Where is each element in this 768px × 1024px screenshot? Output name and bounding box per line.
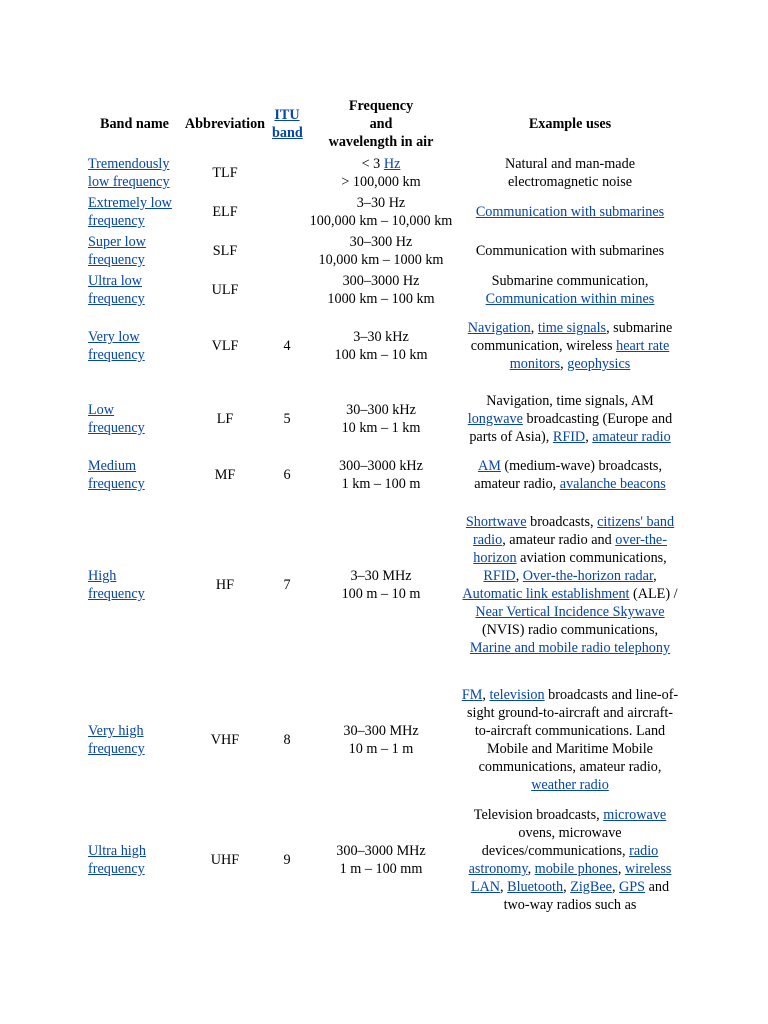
inline-text: Navigation, time signals, AM <box>486 393 654 409</box>
inline-text: Television broadcasts, <box>473 807 604 823</box>
frequency-line <box>308 567 454 585</box>
example-uses-cell <box>458 383 682 455</box>
itu-band-cell <box>270 193 304 231</box>
itu-band-cell: 6 <box>283 467 291 483</box>
frequency-line <box>308 457 454 475</box>
inline-link[interactable]: radio astronomy <box>468 843 659 877</box>
inline-text: broadcasts and line-of-sight ground-to-aircraft and aircraft-to-aircraft communications. Land Mobile and Maritime Mobile communications, amateur radio, <box>466 687 679 775</box>
abbreviation-cell: ULF <box>211 282 239 298</box>
inline-link[interactable]: Marine and mobile radio telephony <box>469 640 671 656</box>
itu-band-cell: 4 <box>283 338 291 354</box>
band-name-cell[interactable] <box>86 232 180 270</box>
frequency-line <box>308 740 454 758</box>
band-name-link[interactable]: frequency <box>88 420 145 436</box>
inline-text: 10 km – 1 km <box>341 420 421 436</box>
frequency-cell <box>306 495 456 675</box>
band-name-link[interactable]: frequency <box>88 252 145 268</box>
table-row <box>86 805 682 915</box>
header-frequency <box>306 95 456 153</box>
table-row <box>86 676 682 804</box>
inline-text: (ALE) / <box>629 586 678 602</box>
inline-text: , <box>530 320 538 336</box>
frequency-line <box>308 173 454 191</box>
table-row <box>86 193 682 231</box>
frequency-cell <box>306 456 456 494</box>
itu-band-cell: 5 <box>283 411 291 427</box>
inline-text: 300–3000 Hz <box>342 273 420 289</box>
inline-text: 300–3000 MHz <box>336 843 426 859</box>
example-uses-cell <box>458 310 682 382</box>
frequency-cell <box>306 232 456 270</box>
inline-text: broadcasts, <box>526 514 598 530</box>
inline-text: , <box>653 568 657 584</box>
inline-link[interactable]: mobile phones <box>534 861 618 877</box>
itu-band-link-line[interactable]: band <box>272 125 303 141</box>
inline-link[interactable]: FM <box>461 687 483 703</box>
inline-text: broadcasting (Europe and parts of Asia), <box>469 411 673 445</box>
inline-text: ovens, microwave devices/communications, <box>481 825 630 859</box>
frequency-line <box>308 842 454 860</box>
abbreviation-cell: SLF <box>212 243 238 259</box>
band-name-link[interactable]: Ultra high <box>88 843 146 859</box>
inline-text: , <box>515 568 523 584</box>
inline-text: aviation communications, <box>516 550 667 566</box>
abbreviation-cell: MF <box>214 467 236 483</box>
frequency-cell <box>306 805 456 915</box>
frequency-line <box>308 419 454 437</box>
frequency-cell <box>306 383 456 455</box>
band-name-cell[interactable] <box>86 495 180 675</box>
inline-text: 1 m – 100 mm <box>339 861 423 877</box>
inline-link[interactable]: amateur radio <box>592 429 671 445</box>
inline-link[interactable]: Automatic link establishment <box>462 586 630 602</box>
example-uses-cell <box>458 495 682 675</box>
inline-link[interactable]: Communication with submarines <box>475 204 665 220</box>
inline-text: 300–3000 kHz <box>339 458 423 474</box>
frequency-cell <box>306 271 456 309</box>
itu-band-cell <box>270 271 304 309</box>
inline-text: , <box>527 861 535 877</box>
band-name-link[interactable]: frequency <box>88 347 145 363</box>
itu-band-cell: 8 <box>283 732 291 748</box>
table-row <box>86 310 682 382</box>
inline-text: Submarine communication, <box>491 273 649 289</box>
frequency-line <box>308 251 454 269</box>
band-name-cell[interactable] <box>86 310 180 382</box>
inline-link[interactable]: microwave <box>603 807 667 823</box>
inline-text: , <box>560 356 568 372</box>
inline-text: , <box>617 861 625 877</box>
inline-link[interactable]: AM <box>477 458 501 474</box>
example-uses-cell <box>458 232 682 270</box>
inline-text: , <box>585 429 593 445</box>
band-name-link[interactable]: frequency <box>88 476 145 492</box>
header-example-uses: Example uses <box>528 116 612 132</box>
inline-link[interactable]: weather radio <box>531 777 609 793</box>
example-uses-cell <box>458 154 682 192</box>
band-name-cell[interactable] <box>86 154 180 192</box>
header-band-name: Band name <box>100 116 169 132</box>
inline-link[interactable]: Communication within mines <box>485 291 655 307</box>
band-name-link[interactable]: Ultra low <box>88 273 142 289</box>
band-name-cell[interactable] <box>86 383 180 455</box>
abbreviation-cell: HF <box>215 577 235 593</box>
inline-link[interactable]: geophysics <box>567 356 631 372</box>
inline-link[interactable]: Shortwave <box>465 514 527 530</box>
band-name-link[interactable]: Medium <box>88 458 137 474</box>
abbreviation-cell: TLF <box>212 165 238 181</box>
frequency-line <box>308 290 454 308</box>
inline-link[interactable]: GPS <box>619 879 646 895</box>
band-name-link[interactable]: Super low <box>88 234 146 250</box>
itu-band-link-line[interactable]: ITU <box>274 107 300 123</box>
frequency-line <box>308 475 454 493</box>
abbreviation-cell: ELF <box>212 204 238 220</box>
table-row <box>86 232 682 270</box>
inline-text: Communication with submarines <box>475 243 665 259</box>
band-name-link[interactable]: frequency <box>88 741 145 757</box>
frequency-cell <box>306 193 456 231</box>
band-name-link[interactable]: frequency <box>88 291 145 307</box>
inline-link[interactable]: Over-the-horizon radar <box>522 568 654 584</box>
inline-link[interactable]: Hz <box>383 156 401 172</box>
inline-link[interactable]: wireless LAN <box>470 861 672 895</box>
frequency-cell <box>306 310 456 382</box>
band-name-cell[interactable] <box>86 456 180 494</box>
band-name-link[interactable]: Low <box>88 402 115 418</box>
header-abbreviation: Abbreviation <box>184 116 266 132</box>
example-uses-cell <box>458 676 682 804</box>
header-frequency-line: Frequency <box>348 98 414 114</box>
band-name-cell[interactable] <box>86 676 180 804</box>
inline-link[interactable]: Navigation <box>467 320 531 336</box>
band-name-link[interactable]: Tremendously <box>88 156 170 172</box>
band-name-link[interactable]: Extremely low <box>88 195 172 211</box>
inline-text: 3–30 MHz <box>350 568 412 584</box>
inline-text: 100 m – 10 m <box>341 586 421 602</box>
itu-band-cell: 7 <box>283 577 291 593</box>
frequency-cell <box>306 154 456 192</box>
frequency-line <box>308 272 454 290</box>
inline-text: 30–300 Hz <box>349 234 413 250</box>
frequency-line <box>308 585 454 603</box>
header-frequency-line: and <box>369 116 393 132</box>
inline-text: 3–30 kHz <box>353 329 409 345</box>
inline-link[interactable]: RFID <box>552 429 586 445</box>
inline-text: , amateur radio and <box>502 532 616 548</box>
inline-text: , <box>482 687 490 703</box>
inline-text: 1000 km – 100 km <box>327 291 435 307</box>
inline-text: > 100,000 km <box>341 174 421 190</box>
table-row <box>86 456 682 494</box>
inline-link[interactable]: television <box>489 687 545 703</box>
inline-link[interactable]: over-the-horizon <box>473 532 667 566</box>
itu-band-cell <box>270 154 304 192</box>
frequency-line <box>308 328 454 346</box>
inline-text: , <box>500 879 508 895</box>
frequency-line <box>308 155 454 173</box>
frequency-line <box>308 722 454 740</box>
table-header-row <box>86 95 682 153</box>
frequency-line <box>308 233 454 251</box>
inline-link[interactable]: time signals <box>537 320 607 336</box>
inline-text: 1 km – 100 m <box>341 476 421 492</box>
example-uses-cell <box>458 271 682 309</box>
inline-text: 3–30 Hz <box>356 195 406 211</box>
inline-link[interactable]: Near Vertical Incidence Skywave <box>475 604 665 620</box>
inline-link[interactable]: RFID <box>483 568 516 584</box>
example-uses-cell <box>458 456 682 494</box>
abbreviation-cell: VLF <box>211 338 239 354</box>
frequency-line <box>308 860 454 878</box>
inline-text: 100,000 km – 10,000 km <box>309 213 453 229</box>
band-name-link[interactable]: low frequency <box>88 174 170 190</box>
itu-band-cell <box>270 232 304 270</box>
header-itu-band[interactable] <box>270 95 304 153</box>
inline-text: and two-way radios such as <box>503 879 670 913</box>
band-name-cell[interactable] <box>86 193 180 231</box>
band-name-link[interactable]: frequency <box>88 586 145 602</box>
header-frequency-line: wavelength in air <box>328 134 434 150</box>
inline-link[interactable]: ZigBee <box>570 879 612 895</box>
inline-link[interactable]: citizens' band radio <box>473 514 675 548</box>
inline-text: (medium-wave) broadcasts, amateur radio, <box>474 458 662 492</box>
inline-text: 30–300 MHz <box>343 723 419 739</box>
band-name-link[interactable]: frequency <box>88 213 145 229</box>
inline-text: , <box>563 879 571 895</box>
frequency-line <box>308 401 454 419</box>
itu-band-cell: 9 <box>283 852 291 868</box>
example-uses-cell <box>458 193 682 231</box>
band-name-cell[interactable] <box>86 805 180 915</box>
example-uses-cell <box>458 805 682 915</box>
radio-bands-table <box>84 94 684 916</box>
table-row <box>86 383 682 455</box>
band-name-link[interactable]: Very low <box>88 329 140 345</box>
inline-text: 10 m – 1 m <box>348 741 414 757</box>
band-name-link[interactable]: High <box>88 568 117 584</box>
inline-link[interactable]: longwave <box>467 411 523 427</box>
abbreviation-cell: UHF <box>210 852 240 868</box>
inline-text: 10,000 km – 1000 km <box>318 252 444 268</box>
frequency-line <box>308 346 454 364</box>
inline-text: 30–300 kHz <box>346 402 416 418</box>
inline-text: Natural and man-made electromagnetic noise <box>505 156 635 190</box>
frequency-line <box>308 194 454 212</box>
abbreviation-cell: VHF <box>210 732 240 748</box>
band-name-link[interactable]: frequency <box>88 861 145 877</box>
frequency-line <box>308 212 454 230</box>
inline-text: (NVIS) radio communications, <box>481 622 659 638</box>
inline-link[interactable]: heart rate monitors <box>509 338 670 372</box>
inline-text: < 3 <box>361 156 384 172</box>
table-row <box>86 271 682 309</box>
table-row <box>86 154 682 192</box>
band-name-link[interactable]: Very high <box>88 723 144 739</box>
frequency-cell <box>306 676 456 804</box>
inline-text: , <box>611 879 620 895</box>
inline-text: , submarine communication, wireless <box>470 320 673 354</box>
abbreviation-cell: LF <box>216 411 234 427</box>
band-name-cell[interactable] <box>86 271 180 309</box>
inline-link[interactable]: Bluetooth <box>507 879 564 895</box>
table-row <box>86 495 682 675</box>
inline-link[interactable]: avalanche beacons <box>559 476 666 492</box>
inline-text: 100 km – 10 km <box>334 347 428 363</box>
